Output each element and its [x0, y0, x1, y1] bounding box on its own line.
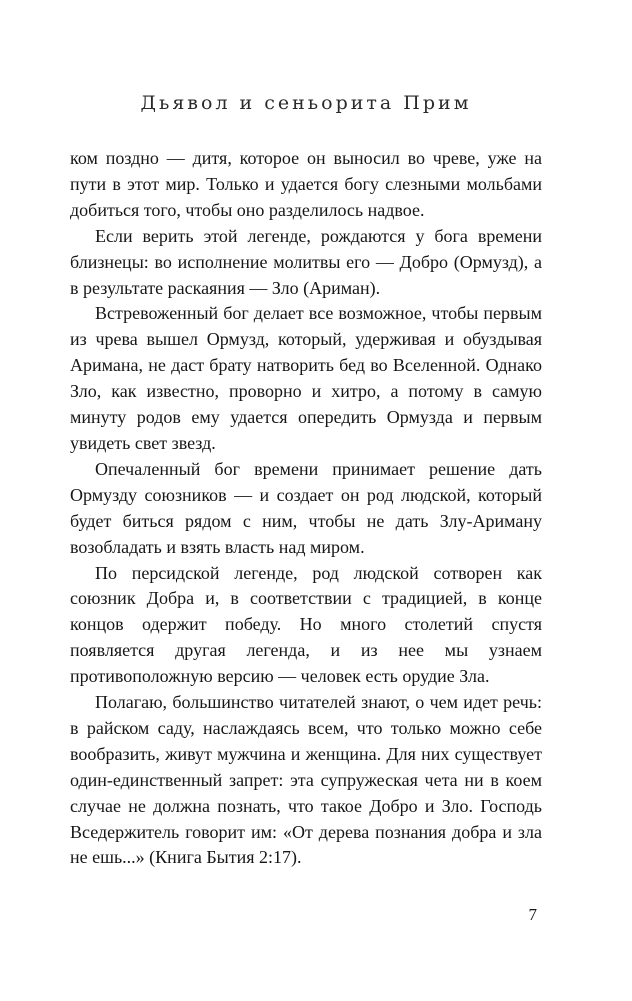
paragraph-continuation: ком поздно — дитя, которое он выносил во чреве, уже на пути в этот мир. Только и удается богу слезными мольбами добиться того, чтобы оно разделилось надвое. — [70, 148, 542, 220]
running-header-title: Дьявол и сеньорита Прим — [140, 92, 472, 114]
paragraph: Опечаленный бог времени принимает решение дать Ормузду союзников — и создает он род людской, который будет биться рядом с ним, чтобы не дать Злу-Ариману возобладать и взять власть над миром. — [70, 458, 542, 557]
page-number: 7 — [528, 905, 537, 924]
paragraph: По персидской легенде, род людской сотворен как союзник Добра и, в соответствии с традицией, в конце концов одержит победу. Но много столетий спустя появляется другая легенда, и из нее мы узнаем противоположную версию — человек есть орудие Зла. — [70, 562, 542, 687]
paragraph: Полагаю, большинство читателей знают, о чем идет речь: в райском саду, наслаждаясь всем, что только можно себе вообразить, живут мужчина и женщина. Для них существует один-единственный запрет: эта супружеская чета ни в коем случае не должна познать, что такое Добро и Зло. Господь Вседержитель говорит им: «От дерева познания добра и зла не ешь...» (Книга Бытия 2:17). — [70, 692, 542, 868]
paragraph: Встревоженный бог делает все возможное, чтобы первым из чрева вышел Ормузд, который, удерживая и обуздывая Аримана, не даст брату натворить бед во Вселенной. Однако Зло, как известно, проворно и хитро, а потому в самую минуту родов ему удается опередить Ормузда и первым увидеть свет звезд. — [70, 303, 542, 453]
page-body — [70, 146, 542, 871]
paragraph: Если верить этой легенде, рождаются у бога времени близнецы: во исполнение молитвы его — Добро (Ормузд), а в результате раскаяния — Зло (Ариман). — [70, 225, 542, 298]
